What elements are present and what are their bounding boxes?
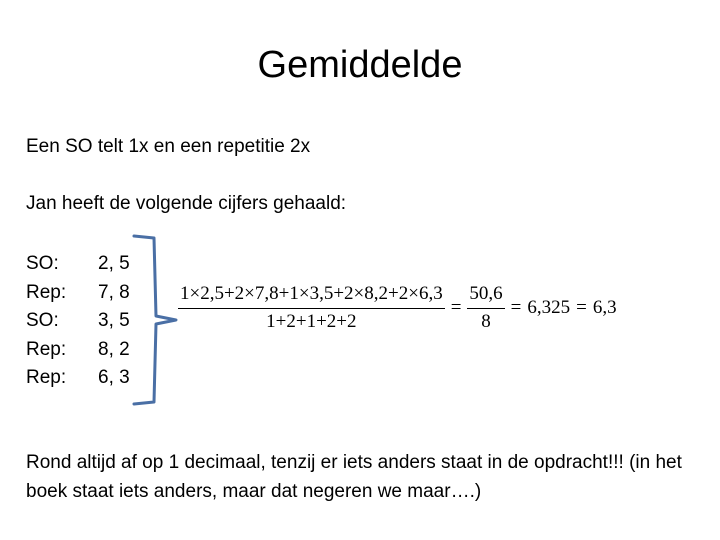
equals-sign: = bbox=[510, 297, 522, 318]
equals-sign: = bbox=[576, 297, 587, 318]
rounded-result: 6,3 bbox=[592, 297, 617, 318]
curly-bracket-icon bbox=[120, 230, 180, 410]
main-fraction bbox=[178, 283, 445, 333]
weighting-text: Een SO telt 1x en een repetitie 2x bbox=[26, 136, 311, 157]
grade-value: 7, 8 bbox=[98, 281, 130, 303]
fraction-numerator: 50,6 bbox=[469, 283, 503, 304]
weighted-average-formula bbox=[178, 283, 617, 333]
rounding-note: Rond altijd af op 1 decimaal, tenzij er iets anders staat in de opdracht!!! (in het boek staat iets anders, maar dat negeren we maar….) bbox=[26, 452, 682, 502]
equals-sign: = bbox=[450, 297, 462, 318]
grade-value: 2, 5 bbox=[98, 253, 130, 274]
grade-value: 6, 3 bbox=[98, 367, 130, 388]
grade-type: Rep: bbox=[26, 338, 67, 360]
simplified-fraction bbox=[467, 283, 504, 333]
grade-type: Rep: bbox=[26, 281, 67, 303]
fraction-denominator: 8 bbox=[481, 311, 491, 332]
intro-text: Jan heeft de volgende cijfers gehaald: bbox=[26, 193, 347, 214]
grade-value: 8, 2 bbox=[98, 338, 130, 360]
slide-title: Gemiddelde bbox=[257, 44, 463, 86]
grade-type: SO: bbox=[26, 310, 59, 331]
grade-type: Rep: bbox=[26, 367, 67, 388]
fraction-denominator: 1+2+1+2+2 bbox=[266, 311, 357, 332]
fraction-numerator: 1×2,5+2×7,8+1×3,5+2×8,2+2×6,3 bbox=[180, 283, 443, 304]
grade-value: 3, 5 bbox=[98, 310, 130, 331]
exact-result: 6,325 bbox=[527, 297, 571, 318]
grade-type: SO: bbox=[26, 253, 59, 274]
